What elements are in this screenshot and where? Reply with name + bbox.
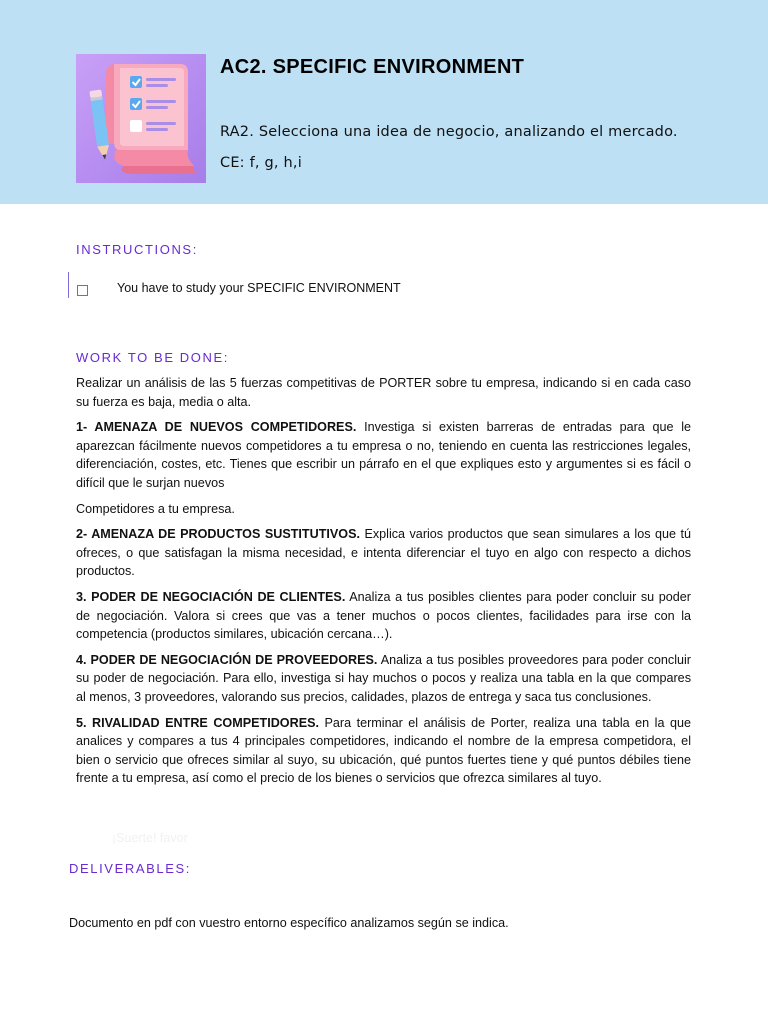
work-item-label: 3. PODER DE NEGOCIACIÓN DE CLIENTES. [76,589,346,604]
work-item-text: Competidores a tu empresa. [76,501,235,516]
work-item-text: Explica varios productos que sean simulares a los que tú ofreces, o que satisfagan la misma necesidad, e intenta diferenciar el tuyo en algo con respecto a dichos productos. [76,527,691,579]
checkbox-bullet-icon [77,285,88,296]
work-item-text: Para terminar el análisis de Porter, realiza una tabla en la que analices y compares a tus 4 principales competidores, indicando el nombre de la empresa competidora, el bien o servicio que ofreces similar al suyo, su ubicación, qué puntos fuertes tiene y qué puntos débiles tiene frente a tu empresa, así como el precio de los bienes o servicios que ofrezca similares al tuyo. [76,715,692,786]
work-item-text: Investiga si existen barreras de entradas para que le aparezcan fácilmente nuevos competidores a tu empresa o no, teniendo en cuenta las restricciones legales, diferenciación, costes, etc. Tienes que escribir un párrafo en el que expliques esto y argumentes si es fácil o difícil que le surjan nuevos [76,420,692,490]
deliverable-text: Documento en pdf con vuestro entorno específico analizamos según se indica. [69,916,509,930]
work-item-text: Analiza a tus posibles proveedores para poder concluir su poder de negociación. Para ello, investiga si hay muchos o pocos y realiza una tabla en la que compares al menos, 3 proveedores, valorando sus precios, calidades, plazos de entrega y saca tus conclusiones. [76,652,691,704]
page-title: AC2. SPECIFIC ENVIRONMENT [220,56,525,78]
work-item-3 [76,588,691,644]
list-marker-bar [68,272,69,298]
instruction-item: You have to study your SPECIFIC ENVIRONMENT [117,281,401,295]
evaluation-criteria: CE: f, g, h,i [220,155,302,171]
work-item-label: 2- AMENAZA DE PRODUCTOS SUSTITUTIVOS. [76,527,360,542]
work-item-4 [76,651,691,707]
work-item-1-continued [76,500,691,519]
checklist-illustration [76,54,206,183]
work-item-1 [76,418,691,492]
work-intro: Realizar un análisis de las 5 fuerzas competitivas de PORTER sobre tu empresa, indicando si en cada caso su fuerza es baja, media o alta. [76,376,691,409]
header-banner [0,0,768,204]
work-item-label: 1- AMENAZA DE NUEVOS COMPETIDORES. [76,420,357,435]
work-content [76,374,691,795]
work-item-2 [76,525,691,581]
checklist-scroll-icon [76,54,206,183]
learning-outcome: RA2. Selecciona una idea de negocio, analizando el mercado. [220,124,678,140]
work-item-label: 4. PODER DE NEGOCIACIÓN DE PROVEEDORES. [76,652,378,667]
work-item-text: Analiza a tus posibles clientes para poder concluir su poder de negociación. Valora si crees que vas a tener muchos o pocos clientes, facilidades para irse con la competencia (productos similares, ubicación cercana…). [76,589,691,642]
deliverables-heading: DELIVERABLES: [69,861,191,876]
work-item-5 [76,714,691,788]
work-heading: WORK TO BE DONE: [76,350,229,365]
faded-note: ¡Suerte! favor [112,831,188,845]
work-item-label: 5. RIVALIDAD ENTRE COMPETIDORES. [76,715,319,730]
instructions-heading: INSTRUCTIONS: [76,242,198,257]
